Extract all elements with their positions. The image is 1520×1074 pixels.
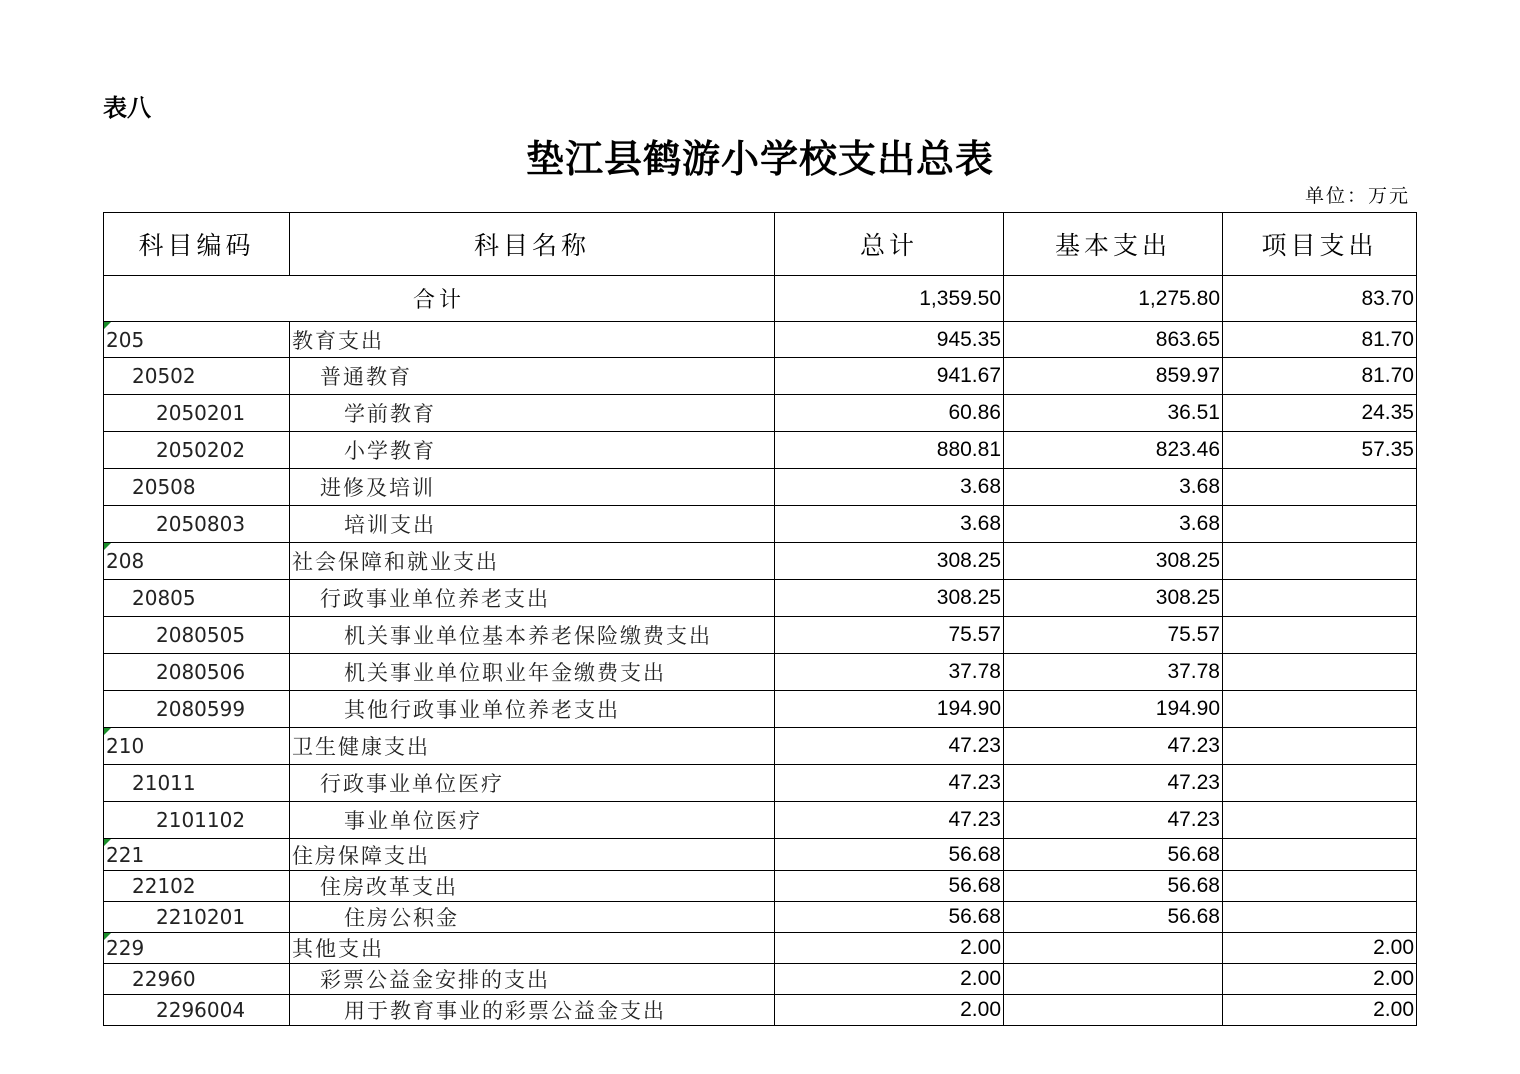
row-total: 60.86: [775, 395, 1004, 432]
row-code: 2080505: [104, 617, 290, 654]
row-total: 194.90: [775, 691, 1004, 728]
row-code: 205: [104, 322, 290, 358]
table-row: [104, 765, 1417, 802]
row-basic: 3.68: [1004, 506, 1223, 543]
row-code: 208: [104, 543, 290, 580]
row-name: 进修及培训: [290, 469, 775, 506]
row-basic: [1004, 933, 1223, 964]
table-row: [104, 691, 1417, 728]
row-basic: 194.90: [1004, 691, 1223, 728]
row-code: 2210201: [104, 902, 290, 933]
row-code: 2080599: [104, 691, 290, 728]
row-name: 普通教育: [290, 358, 775, 395]
row-project: [1223, 802, 1417, 839]
row-code: 2050803: [104, 506, 290, 543]
row-project: [1223, 839, 1417, 871]
row-basic: 863.65: [1004, 322, 1223, 358]
row-code: 22960: [104, 964, 290, 995]
row-basic: 75.57: [1004, 617, 1223, 654]
row-code: 210: [104, 728, 290, 765]
row-project: [1223, 871, 1417, 902]
row-total: 2.00: [775, 995, 1004, 1026]
table-row: [104, 933, 1417, 964]
table-row: [104, 617, 1417, 654]
row-name: 培训支出: [290, 506, 775, 543]
row-basic: 308.25: [1004, 580, 1223, 617]
row-project: [1223, 728, 1417, 765]
table-row: [104, 432, 1417, 469]
row-name: 住房保障支出: [290, 839, 775, 871]
row-code: 2050201: [104, 395, 290, 432]
header-project: 项目支出: [1223, 213, 1417, 276]
row-code: 2296004: [104, 995, 290, 1026]
row-code: 20805: [104, 580, 290, 617]
total-row: [104, 276, 1417, 322]
table-row: [104, 839, 1417, 871]
table-row: [104, 964, 1417, 995]
row-project: [1223, 765, 1417, 802]
cell-comment-marker: [104, 322, 111, 329]
row-project: [1223, 543, 1417, 580]
row-code: 21011: [104, 765, 290, 802]
unit-label: 单位：万元: [1304, 185, 1410, 207]
row-name: 彩票公益金安排的支出: [290, 964, 775, 995]
row-basic: 3.68: [1004, 469, 1223, 506]
row-project: [1223, 506, 1417, 543]
table-row: [104, 728, 1417, 765]
expenditure-table: [103, 212, 1417, 1026]
row-project: [1223, 654, 1417, 691]
row-basic: 47.23: [1004, 765, 1223, 802]
row-code: 22102: [104, 871, 290, 902]
row-name: 小学教育: [290, 432, 775, 469]
row-project: [1223, 902, 1417, 933]
row-project: 2.00: [1223, 933, 1417, 964]
row-basic: 56.68: [1004, 902, 1223, 933]
row-project: 2.00: [1223, 964, 1417, 995]
row-total: 2.00: [775, 933, 1004, 964]
table-row: [104, 543, 1417, 580]
row-code: 2101102: [104, 802, 290, 839]
row-total: 308.25: [775, 543, 1004, 580]
row-code: 221: [104, 839, 290, 871]
row-total: 880.81: [775, 432, 1004, 469]
row-name: 其他支出: [290, 933, 775, 964]
row-project: [1223, 691, 1417, 728]
row-total: 47.23: [775, 802, 1004, 839]
row-name: 住房公积金: [290, 902, 775, 933]
row-name: 机关事业单位职业年金缴费支出: [290, 654, 775, 691]
table-row: [104, 802, 1417, 839]
row-basic: 36.51: [1004, 395, 1223, 432]
total-project: 83.70: [1223, 276, 1417, 322]
row-code: 2080506: [104, 654, 290, 691]
row-project: 81.70: [1223, 322, 1417, 358]
header-name: 科目名称: [290, 213, 775, 276]
row-total: 56.68: [775, 902, 1004, 933]
table-row: [104, 322, 1417, 358]
cell-comment-marker: [104, 543, 111, 550]
table-row: [104, 395, 1417, 432]
table-row: [104, 995, 1417, 1026]
row-name: 学前教育: [290, 395, 775, 432]
row-total: 56.68: [775, 871, 1004, 902]
row-basic: 37.78: [1004, 654, 1223, 691]
row-basic: 859.97: [1004, 358, 1223, 395]
row-project: 24.35: [1223, 395, 1417, 432]
row-name: 社会保障和就业支出: [290, 543, 775, 580]
table-row: [104, 358, 1417, 395]
row-basic: 56.68: [1004, 871, 1223, 902]
cell-comment-marker: [104, 839, 111, 846]
row-basic: 823.46: [1004, 432, 1223, 469]
total-label: 合计: [104, 276, 775, 322]
page-title: 垫江县鹤游小学校支出总表: [525, 136, 994, 181]
row-name: 事业单位医疗: [290, 802, 775, 839]
row-total: 56.68: [775, 839, 1004, 871]
row-total: 308.25: [775, 580, 1004, 617]
table-row: [104, 654, 1417, 691]
cell-comment-marker: [104, 728, 111, 735]
row-project: 57.35: [1223, 432, 1417, 469]
row-basic: 47.23: [1004, 728, 1223, 765]
total-total: 1,359.50: [775, 276, 1004, 322]
row-name: 卫生健康支出: [290, 728, 775, 765]
row-total: 47.23: [775, 765, 1004, 802]
table-row: [104, 871, 1417, 902]
row-total: 37.78: [775, 654, 1004, 691]
row-name: 用于教育事业的彩票公益金支出: [290, 995, 775, 1026]
row-name: 机关事业单位基本养老保险缴费支出: [290, 617, 775, 654]
row-total: 941.67: [775, 358, 1004, 395]
cell-comment-marker: [104, 933, 111, 940]
row-project: [1223, 580, 1417, 617]
row-name: 行政事业单位医疗: [290, 765, 775, 802]
row-basic: [1004, 964, 1223, 995]
row-total: 47.23: [775, 728, 1004, 765]
row-basic: [1004, 995, 1223, 1026]
table-row: [104, 902, 1417, 933]
row-code: 229: [104, 933, 290, 964]
row-total: 3.68: [775, 469, 1004, 506]
row-total: 75.57: [775, 617, 1004, 654]
row-code: 2050202: [104, 432, 290, 469]
total-basic: 1,275.80: [1004, 276, 1223, 322]
row-code: 20508: [104, 469, 290, 506]
row-project: [1223, 617, 1417, 654]
row-basic: 308.25: [1004, 543, 1223, 580]
header-total: 总计: [775, 213, 1004, 276]
header-row: [104, 213, 1417, 276]
row-name: 住房改革支出: [290, 871, 775, 902]
table-row: [104, 506, 1417, 543]
row-code: 20502: [104, 358, 290, 395]
row-total: 3.68: [775, 506, 1004, 543]
row-basic: 47.23: [1004, 802, 1223, 839]
table-row: [104, 469, 1417, 506]
row-project: [1223, 469, 1417, 506]
row-project: 81.70: [1223, 358, 1417, 395]
row-basic: 56.68: [1004, 839, 1223, 871]
header-code: 科目编码: [104, 213, 290, 276]
row-name: 行政事业单位养老支出: [290, 580, 775, 617]
row-name: 教育支出: [290, 322, 775, 358]
row-total: 945.35: [775, 322, 1004, 358]
table-row: [104, 580, 1417, 617]
table-label: 表八: [103, 94, 151, 122]
header-basic: 基本支出: [1004, 213, 1223, 276]
row-project: 2.00: [1223, 995, 1417, 1026]
row-name: 其他行政事业单位养老支出: [290, 691, 775, 728]
row-total: 2.00: [775, 964, 1004, 995]
